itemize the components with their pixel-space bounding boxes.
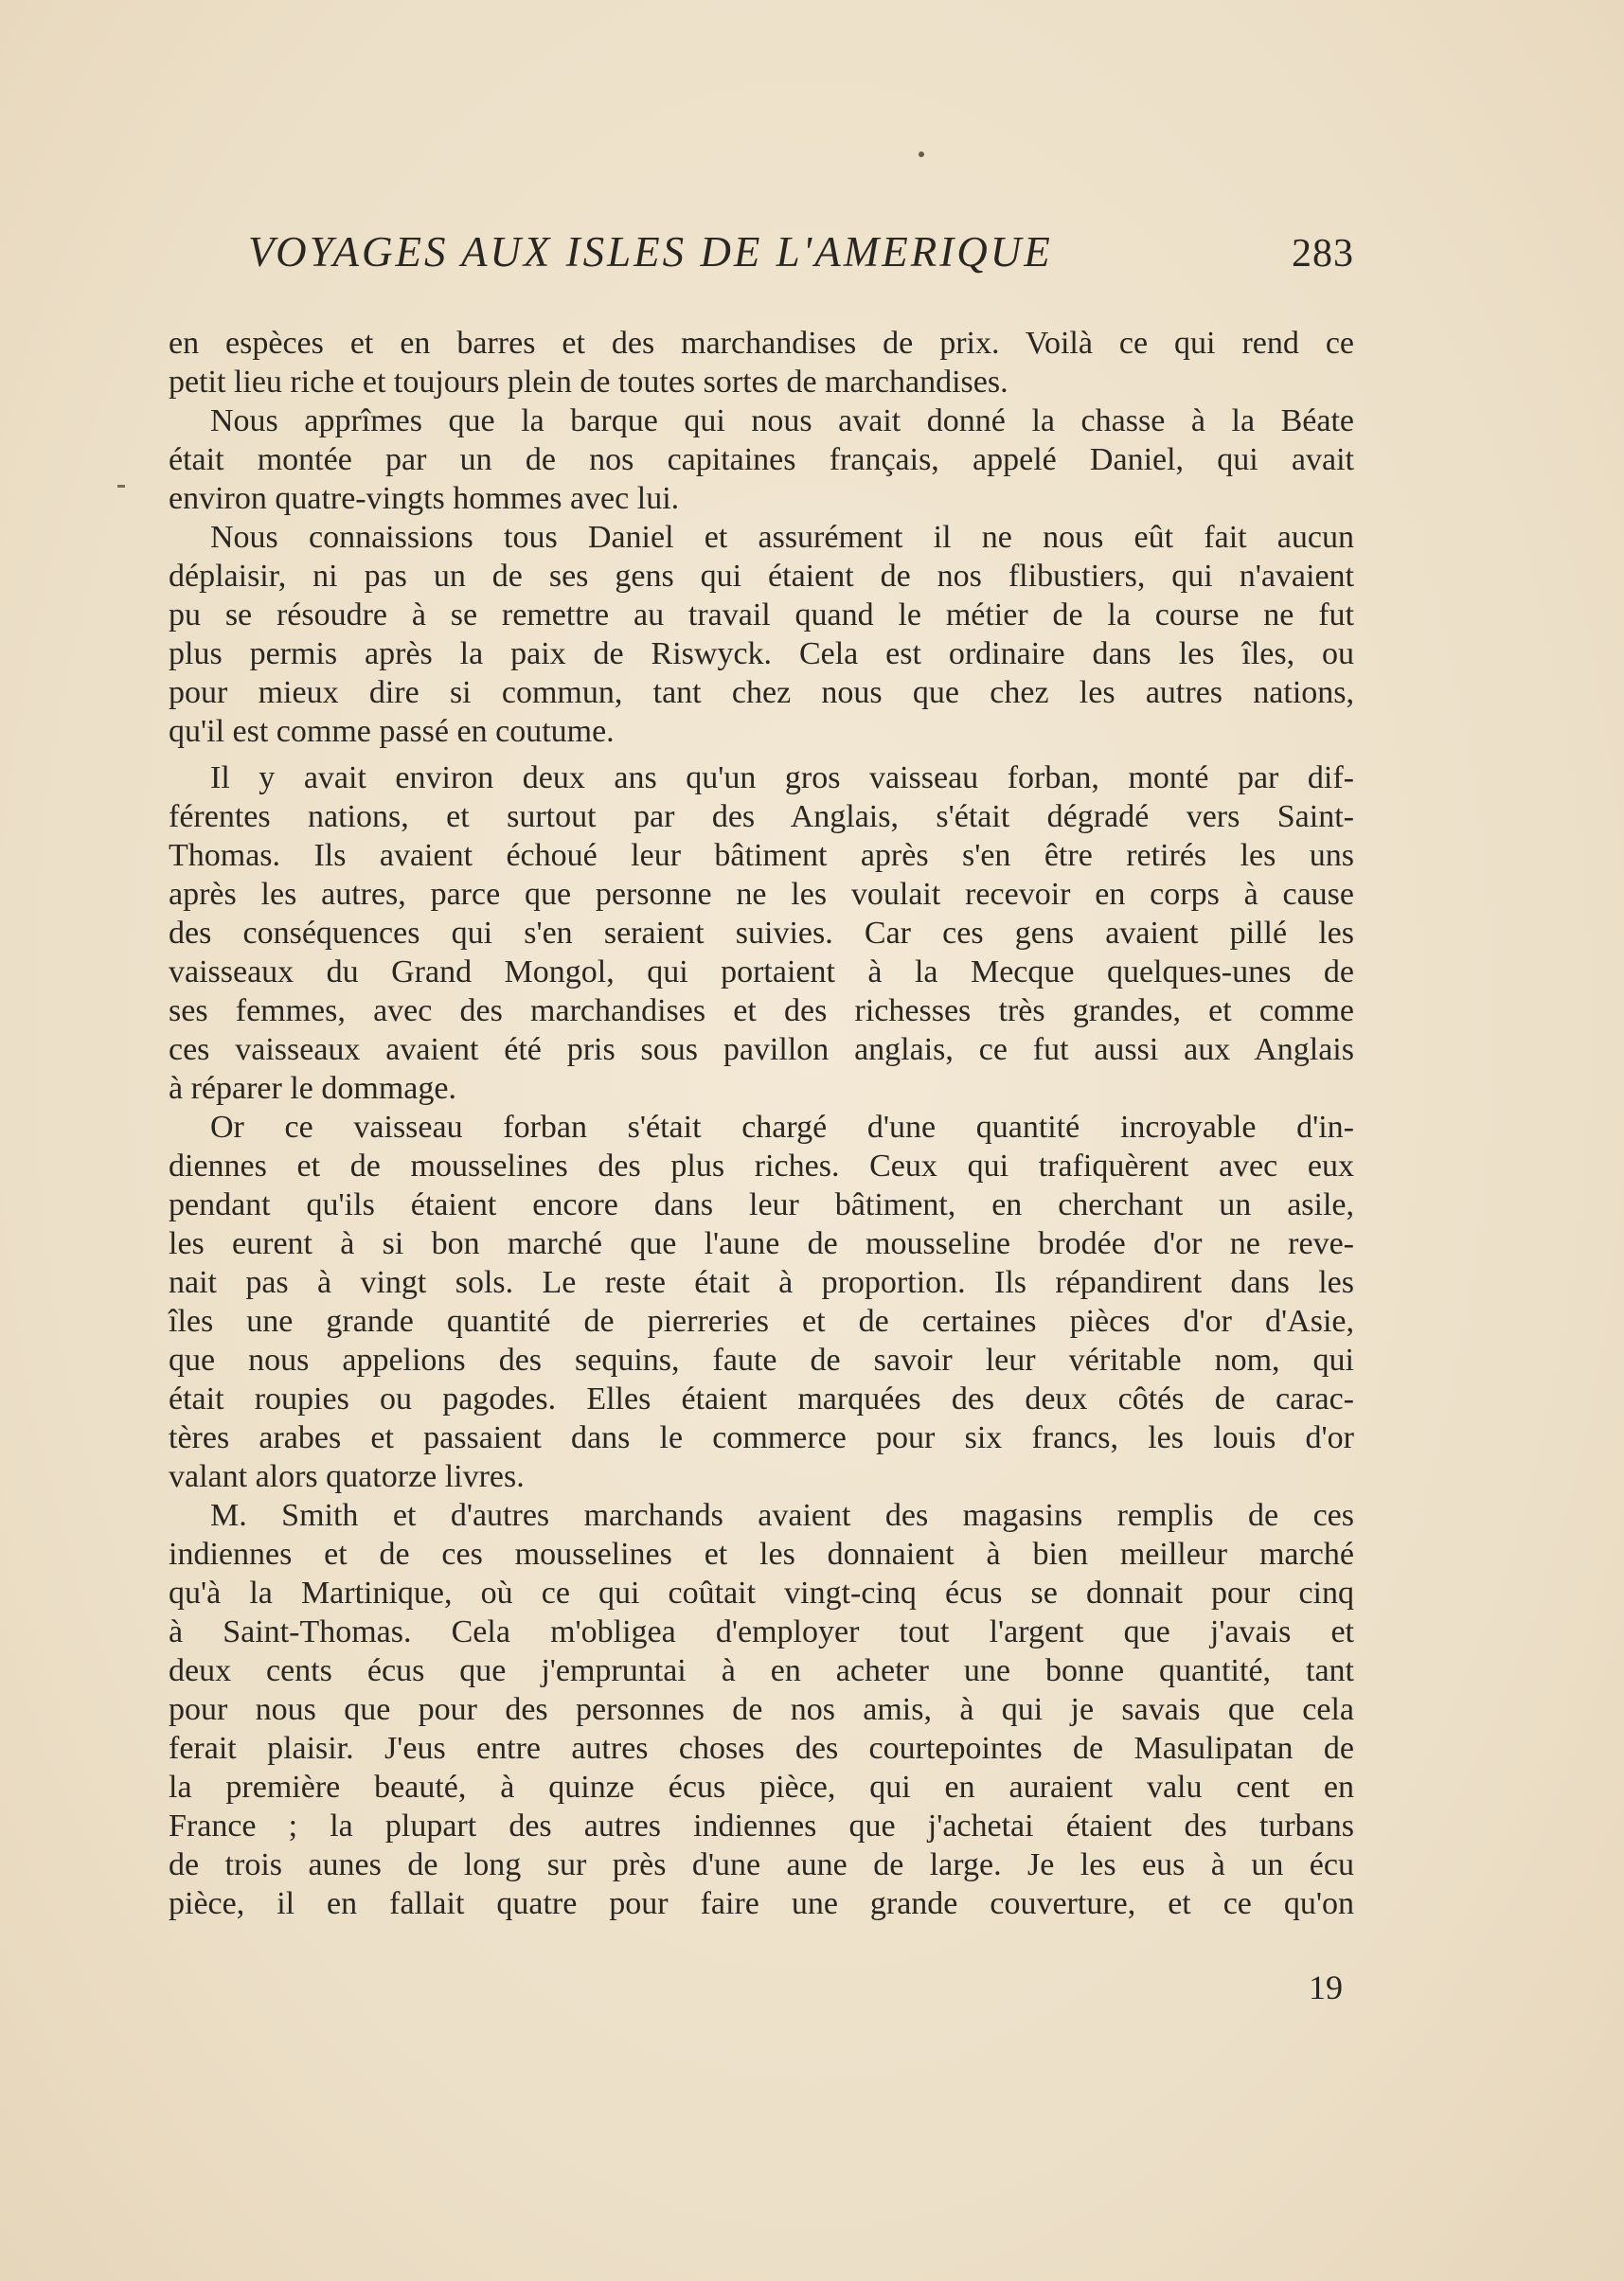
paragraph (169, 1496, 1354, 1923)
text-line: férentes nations, et surtout par des Anglais, s'était dégradé vers Saint- (169, 799, 1354, 834)
text-line: à Saint-Thomas. Cela m'obligea d'employer tout l'argent que j'avais et (169, 1614, 1354, 1649)
text-line: ses femmes, avec des marchandises et des richesses très grandes, et comme (169, 993, 1354, 1028)
running-title: VOYAGES AUX ISLES DE L'AMERIQUE (248, 228, 1053, 276)
running-header (248, 227, 1354, 284)
text-line: M. Smith et d'autres marchands avaient des magasins remplis de ces (210, 1498, 1354, 1533)
text-line: îles une grande quantité de pierreries et de certaines pièces d'or d'Asie, (169, 1304, 1354, 1339)
text-line: nait pas à vingt sols. Le reste était à proportion. Ils répandirent dans les (169, 1265, 1354, 1300)
signature-mark: 19 (1309, 1969, 1343, 2006)
text-line: diennes et de mousselines des plus riches. Ceux qui trafiquèrent avec eux (169, 1149, 1354, 1184)
text-line: plus permis après la paix de Riswyck. Cela est ordinaire dans les îles, ou (169, 636, 1354, 671)
text-line: ferait plaisir. J'eus entre autres choses des courtepointes de Masulipatan de (169, 1731, 1354, 1766)
text-line: la première beauté, à quinze écus pièce, qui en auraient valu cent en (169, 1770, 1354, 1805)
paragraph (169, 758, 1354, 1108)
text-line: Il y avait environ deux ans qu'un gros vaisseau forban, monté par dif- (210, 760, 1354, 795)
text-line: pour nous que pour des personnes de nos amis, à qui je savais que cela (169, 1692, 1354, 1727)
text-line: était roupies ou pagodes. Elles étaient marquées des deux côtés de carac- (169, 1381, 1354, 1417)
text-line: deux cents écus que j'empruntai à en acheter une bonne quantité, tant (169, 1653, 1354, 1688)
text-line: ces vaisseaux avaient été pris sous pavillon anglais, ce fut aussi aux Anglais (169, 1032, 1354, 1067)
text-line: des conséquences qui s'en seraient suivies. Car ces gens avaient pillé les (169, 916, 1354, 951)
body-text (169, 324, 1354, 1923)
text-line: les eurent à si bon marché que l'aune de mousseline brodée d'or ne reve- (169, 1226, 1354, 1261)
text-line: Or ce vaisseau forban s'était chargé d'une quantité incroyable d'in- (210, 1110, 1354, 1145)
text-line: qu'à la Martinique, où ce qui coûtait vingt-cinq écus se donnait pour cinq (169, 1576, 1354, 1611)
text-line: environ quatre-vingts hommes avec lui. (169, 481, 680, 516)
text-line: déplaisir, ni pas un de ses gens qui étaient de nos flibustiers, qui n'avaient (169, 559, 1354, 594)
text-line: tères arabes et passaient dans le commerce pour six francs, les louis d'or (169, 1420, 1354, 1455)
text-line: en espèces et en barres et des marchandises de prix. Voilà ce qui rend ce (169, 326, 1354, 361)
text-line: après les autres, parce que personne ne les voulait recevoir en corps à cause (169, 877, 1354, 912)
text-line: que nous appelions des sequins, faute de savoir leur véritable nom, qui (169, 1343, 1354, 1378)
text-line: indiennes et de ces mousselines et les donnaient à bien meilleur marché (169, 1537, 1354, 1572)
text-line: Nous apprîmes que la barque qui nous avait donné la chasse à la Béate (210, 403, 1354, 438)
text-line: de trois aunes de long sur près d'une aune de large. Je les eus à un écu (169, 1847, 1354, 1882)
paragraph (169, 1108, 1354, 1496)
text-line: Nous connaissions tous Daniel et assurément il ne nous eût fait aucun (210, 520, 1354, 555)
paper-mark (117, 485, 125, 488)
page-number: 283 (1292, 232, 1354, 276)
text-line: petit lieu riche et toujours plein de toutes sortes de marchandises. (169, 365, 1008, 400)
text-line: valant alors quatorze livres. (169, 1459, 525, 1494)
text-line: Thomas. Ils avaient échoué leur bâtiment après s'en être retirés les uns (169, 838, 1354, 873)
text-line: à réparer le dommage. (169, 1071, 456, 1106)
paper-speck (919, 151, 924, 157)
text-line: pour mieux dire si commun, tant chez nous que chez les autres nations, (169, 675, 1354, 710)
text-line: vaisseaux du Grand Mongol, qui portaient à la Mecque quelques-unes de (169, 954, 1354, 989)
paragraph (169, 401, 1354, 518)
paragraph (169, 324, 1354, 401)
paragraph (169, 518, 1354, 751)
text-line: qu'il est comme passé en coutume. (169, 714, 615, 749)
text-line: pu se résoudre à se remettre au travail quand le métier de la course ne fut (169, 597, 1354, 633)
text-line: pièce, il en fallait quatre pour faire une grande couverture, et ce qu'on (169, 1886, 1354, 1921)
text-line: pendant qu'ils étaient encore dans leur bâtiment, en cherchant un asile, (169, 1187, 1354, 1222)
text-line: était montée par un de nos capitaines français, appelé Daniel, qui avait (169, 442, 1354, 477)
text-line: France ; la plupart des autres indiennes que j'achetai étaient des turbans (169, 1809, 1354, 1844)
